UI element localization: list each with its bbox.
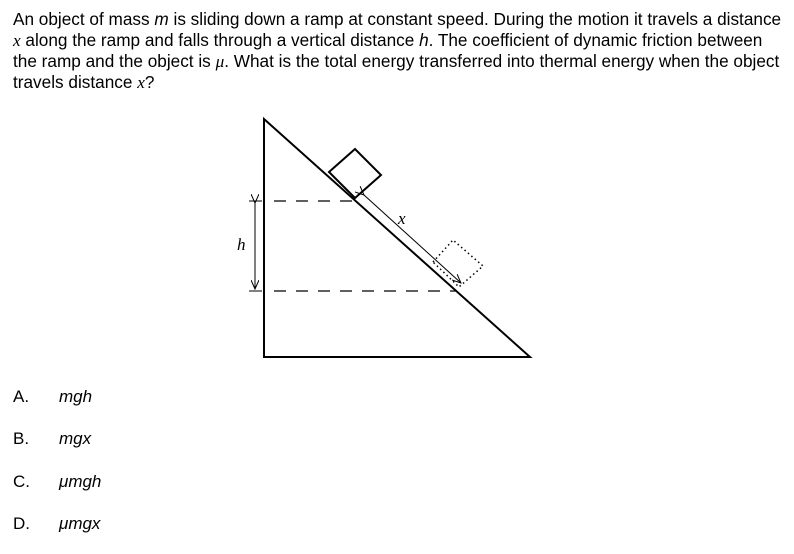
variable-h: h: [419, 30, 429, 50]
question-text-part: . The coefficient of dynamic friction between the ramp and the object is: [13, 30, 763, 71]
option-a[interactable]: [13, 386, 92, 408]
question-text-part: is sliding down a ramp at constant speed. During the motion it travels a distance: [168, 9, 782, 29]
option-d[interactable]: [13, 513, 100, 535]
label-x: x: [398, 209, 406, 228]
label-h: h: [237, 235, 246, 254]
ramp-triangle: [264, 119, 530, 357]
question-text-part: along the ramp and falls through a vertical distance: [20, 30, 420, 50]
distance-arrow: [364, 195, 461, 283]
option-letter: A.: [13, 387, 30, 406]
variable-mu: μ: [215, 52, 225, 71]
option-letter: B.: [13, 429, 30, 448]
option-letter: D.: [13, 514, 30, 533]
question-text-part: An object of mass: [13, 9, 155, 29]
option-c[interactable]: [13, 471, 101, 493]
variable-m: m: [154, 9, 169, 29]
option-answer: μmgx: [59, 514, 101, 533]
block-start: [329, 149, 381, 198]
variable-x: x: [13, 31, 21, 50]
option-letter: C.: [13, 472, 30, 491]
option-answer: mgh: [59, 387, 93, 406]
option-b[interactable]: [13, 428, 91, 450]
question-text-part: . What is the total energy transferred into thermal energy when the object travels distance: [13, 51, 780, 92]
option-answer: mgx: [59, 429, 92, 448]
variable-x: x: [137, 73, 145, 92]
option-answer: μmgh: [59, 472, 102, 491]
question-text-part: ?: [144, 72, 155, 92]
